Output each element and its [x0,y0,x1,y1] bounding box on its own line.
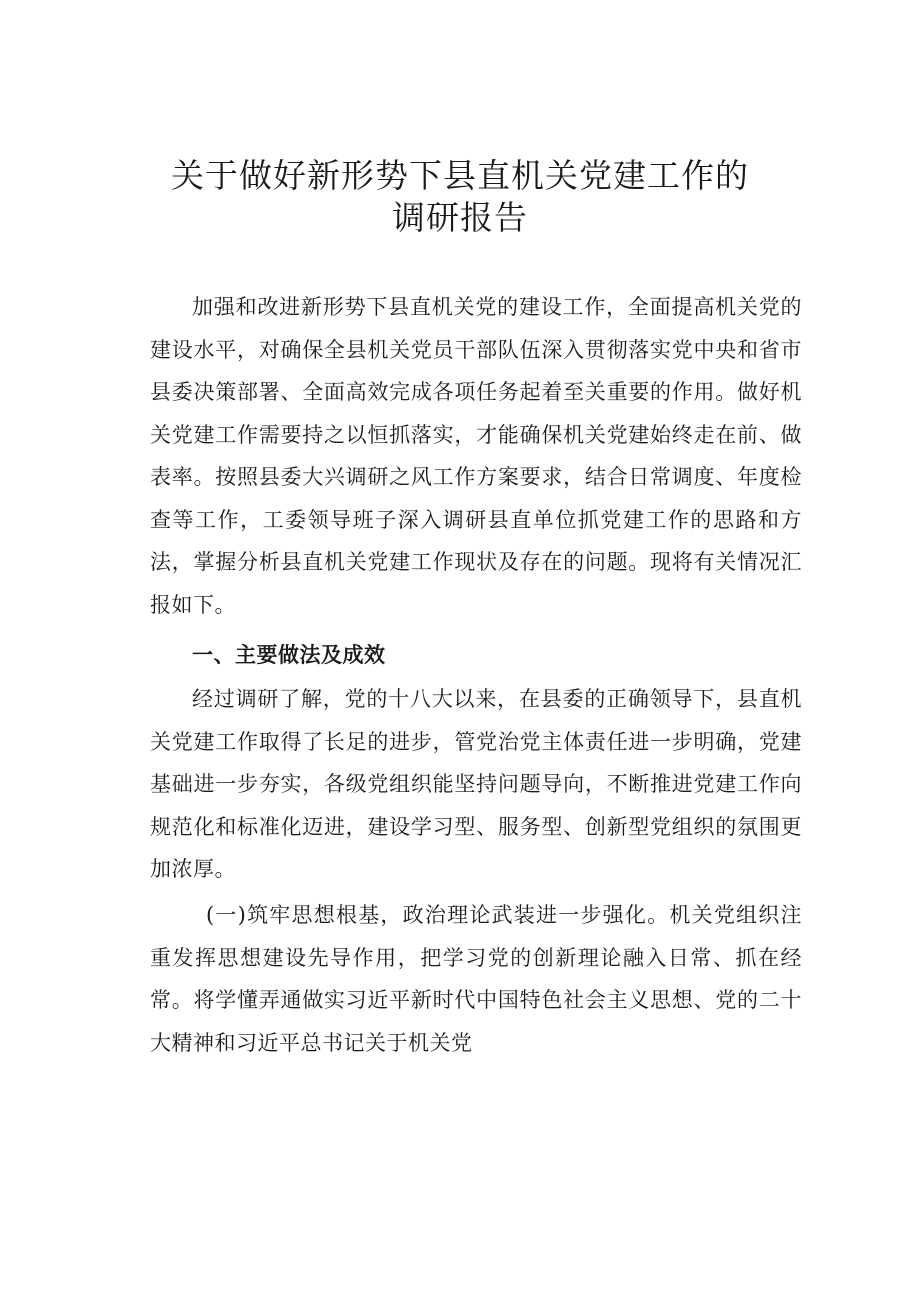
report-title-line-1: 关于做好新形势下县直机关党建工作的 [171,156,749,195]
section-1-paragraph: 经过调研了解，党的十八大以来，在县委的正确领导下，县直机关党建工作取得了长足的进步，管党治党主体责任进一步明确，党建基础进一步夯实，各级党组织能坚持问题导向，不断推进党建工作向规范化和标准化迈进，建设学习型、服务型、创新型党组织的氛围更加浓厚。 [150,687,802,881]
section-heading-1: 一、主要做法及成效 [192,643,386,667]
report-title-line-2: 调研报告 [392,198,528,237]
intro-paragraph: 加强和改进新形势下县直机关党的建设工作，全面提高机关党的建设水平，对确保全县机关党员干部队伍深入贯彻落实党中央和省市县委决策部署、全面高效完成各项任务起着至关重要的作用。做好机关党建工作需要持之以恒抓落实，才能确保机关党建始终走在前、做表率。按照县委大兴调研之风工作方案要求，结合日常调度、年度检查等工作，工委领导班子深入调研县直单位抓党建工作的思路和方法，掌握分析县直机关党建工作现状及存在的问题。现将有关情况汇报如下。 [150,295,802,617]
subsection-1-paragraph: (一)筑牢思想根基，政治理论武装进一步强化。机关党组织注重发挥思想建设先导作用，把学习党的创新理论融入日常、抓在经常。将学懂弄通做实习近平新时代中国特色社会主义思想、党的二十大精神和习近平总书记关于机关党 [150,903,802,1055]
